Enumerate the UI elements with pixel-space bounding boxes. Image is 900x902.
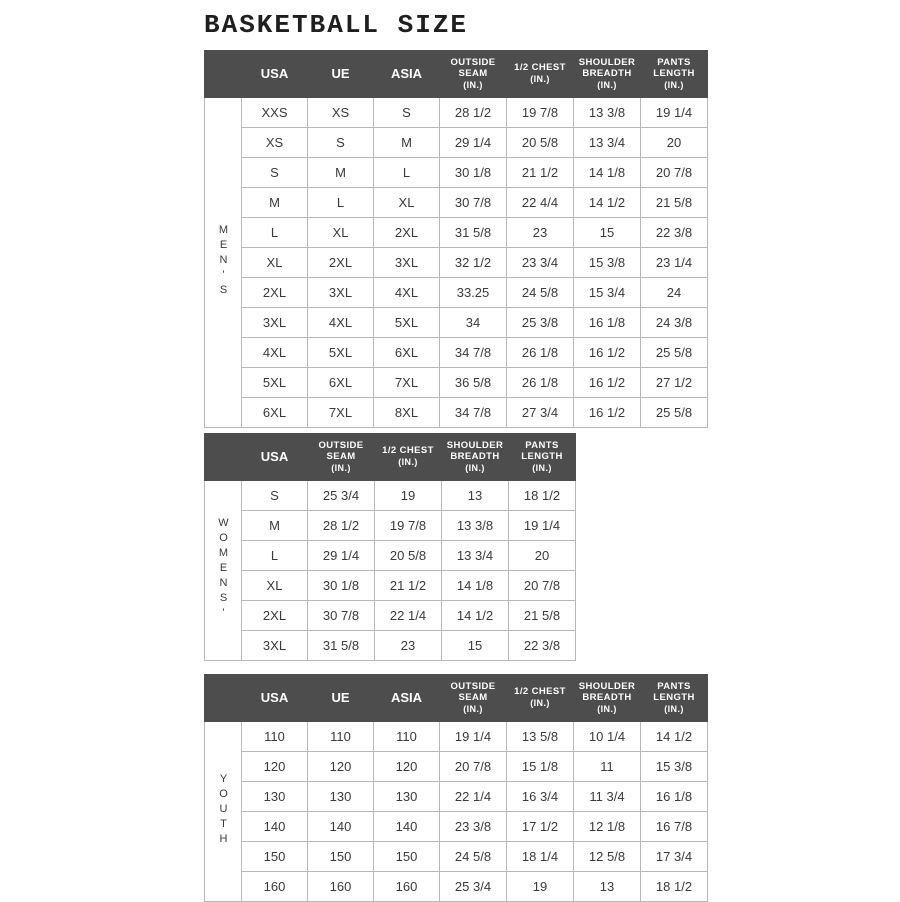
cell: 19 7/8 [507,98,574,128]
cell: L [242,541,308,571]
mens-col-pants-length-label: PANTS LENGTH [653,56,695,79]
cell: 16 1/8 [641,782,708,812]
cell: 27 3/4 [507,398,574,428]
cell: XL [374,188,440,218]
cell: 14 1/2 [641,722,708,752]
table-row [205,128,708,158]
cell: 22 3/8 [509,631,576,661]
cell: L [374,158,440,188]
page-title: BASKETBALL SIZE [204,10,469,40]
cell: XL [308,218,374,248]
cell: 22 3/8 [641,218,708,248]
mens-col-pants-length-unit: (IN.) [664,79,684,90]
cell: 20 5/8 [507,128,574,158]
cell: 16 1/2 [574,368,641,398]
table-row [205,278,708,308]
cell: M [242,511,308,541]
womens-corner-cell [205,434,242,481]
table-row [205,98,708,128]
cell: 150 [308,842,374,872]
mens-col-ue: UE [308,51,374,98]
cell: 3XL [374,248,440,278]
womens-row-label [205,481,242,661]
cell: 15 3/8 [641,752,708,782]
cell: XXS [242,98,308,128]
youth-col-outside-seam-label: OUTSIDE SEAM [450,680,496,703]
cell: 3XL [308,278,374,308]
cell: 20 7/8 [641,158,708,188]
womens-col-usa: USA [242,434,308,481]
cell: 6XL [374,338,440,368]
cell: 160 [308,872,374,902]
cell: M [308,158,374,188]
youth-col-usa: USA [242,675,308,722]
cell: 19 7/8 [375,511,442,541]
cell: S [308,128,374,158]
youth-col-shoulder-breadth-unit: (IN.) [597,703,617,714]
cell: 4XL [242,338,308,368]
table-row [205,218,708,248]
cell: 120 [308,752,374,782]
cell: 36 5/8 [440,368,507,398]
cell: 130 [374,782,440,812]
cell: 110 [242,722,308,752]
cell: 23 1/4 [641,248,708,278]
cell: 19 1/4 [440,722,507,752]
youth-table-body [205,722,708,902]
mens-size-table-block [204,50,708,428]
mens-table-body [205,98,708,428]
mens-corner-cell [205,51,242,98]
cell: 5XL [308,338,374,368]
cell: 6XL [308,368,374,398]
table-row [205,338,708,368]
cell: 15 [442,631,509,661]
womens-col-pants-length-label: PANTS LENGTH [521,439,563,462]
cell: S [374,98,440,128]
cell: 15 [574,218,641,248]
youth-col-pants-length-unit: (IN.) [664,703,684,714]
mens-col-shoulder-breadth-unit: (IN.) [597,79,617,90]
cell: 24 5/8 [440,842,507,872]
mens-col-outside-seam-unit: (IN.) [463,79,483,90]
cell: 13 [574,872,641,902]
cell: 14 1/8 [442,571,509,601]
youth-corner-cell [205,675,242,722]
mens-col-shoulder-breadth [574,51,641,98]
womens-col-pants-length [509,434,576,481]
cell: 30 7/8 [440,188,507,218]
womens-col-half-chest-label: 1/2 CHEST [382,445,434,457]
womens-table-head [205,434,576,481]
cell: 25 3/4 [308,481,375,511]
womens-table-body [205,481,576,661]
cell: 21 1/2 [507,158,574,188]
womens-size-table-block [204,433,576,661]
table-row [205,782,708,812]
womens-col-shoulder-breadth-unit: (IN.) [465,462,485,473]
table-row [205,368,708,398]
cell: 150 [374,842,440,872]
youth-col-half-chest [507,675,574,722]
cell: 130 [308,782,374,812]
cell: 16 7/8 [641,812,708,842]
womens-col-outside-seam [308,434,375,481]
cell: M [374,128,440,158]
youth-size-table [204,674,708,902]
cell: L [308,188,374,218]
cell: L [242,218,308,248]
cell: 14 1/2 [442,601,509,631]
mens-col-asia: ASIA [374,51,440,98]
mens-size-table [204,50,708,428]
cell: 2XL [242,601,308,631]
womens-col-shoulder-breadth [442,434,509,481]
womens-col-half-chest [375,434,442,481]
table-row [205,398,708,428]
womens-header-row [205,434,576,481]
cell: 13 3/4 [442,541,509,571]
cell: 120 [242,752,308,782]
mens-col-outside-seam-label: OUTSIDE SEAM [450,56,496,79]
cell: 21 5/8 [641,188,708,218]
cell: 20 [509,541,576,571]
table-row [205,752,708,782]
mens-col-outside-seam [440,51,507,98]
cell: 20 7/8 [509,571,576,601]
cell: 17 3/4 [641,842,708,872]
cell: 13 3/4 [574,128,641,158]
cell: 150 [242,842,308,872]
cell: 5XL [242,368,308,398]
cell: 31 5/8 [440,218,507,248]
cell: 24 5/8 [507,278,574,308]
cell: 30 1/8 [440,158,507,188]
cell: 19 1/4 [509,511,576,541]
mens-col-shoulder-breadth-label: SHOULDER BREADTH [578,56,636,79]
womens-col-shoulder-breadth-label: SHOULDER BREADTH [446,439,504,462]
mens-header-row [205,51,708,98]
cell: 32 1/2 [440,248,507,278]
cell: 140 [242,812,308,842]
mens-col-half-chest-label: 1/2 CHEST [514,62,566,74]
cell: 3XL [242,308,308,338]
cell: 140 [374,812,440,842]
youth-col-outside-seam-unit: (IN.) [463,703,483,714]
cell: 14 1/2 [574,188,641,218]
cell: 28 1/2 [308,511,375,541]
cell: 15 1/8 [507,752,574,782]
cell: 29 1/4 [308,541,375,571]
youth-size-table-block [204,674,708,902]
cell: 25 3/8 [507,308,574,338]
cell: 18 1/2 [641,872,708,902]
youth-row-label [205,722,242,902]
cell: 22 4/4 [507,188,574,218]
table-row [205,308,708,338]
cell: XL [242,571,308,601]
youth-col-half-chest-unit: (IN.) [530,698,550,709]
youth-col-outside-seam [440,675,507,722]
cell: 11 3/4 [574,782,641,812]
cell: 22 1/4 [375,601,442,631]
cell: 14 1/8 [574,158,641,188]
table-row [205,541,576,571]
cell: 10 1/4 [574,722,641,752]
cell: 140 [308,812,374,842]
cell: 110 [308,722,374,752]
womens-col-outside-seam-unit: (IN.) [331,462,351,473]
womens-col-pants-length-unit: (IN.) [532,462,552,473]
cell: 26 1/8 [507,368,574,398]
cell: 15 3/4 [574,278,641,308]
cell: 19 [375,481,442,511]
youth-col-shoulder-breadth-label: SHOULDER BREADTH [578,680,636,703]
cell: 160 [374,872,440,902]
youth-row-label-text: YOUTH [217,772,230,848]
cell: 23 [375,631,442,661]
cell: 23 [507,218,574,248]
cell: 24 3/8 [641,308,708,338]
cell: 25 5/8 [641,398,708,428]
cell: 30 1/8 [308,571,375,601]
cell: 16 3/4 [507,782,574,812]
cell: 2XL [242,278,308,308]
cell: XL [242,248,308,278]
womens-col-outside-seam-label: OUTSIDE SEAM [318,439,364,462]
cell: 120 [374,752,440,782]
table-row [205,511,576,541]
cell: 16 1/8 [574,308,641,338]
youth-table-head [205,675,708,722]
cell: 20 5/8 [375,541,442,571]
cell: XS [242,128,308,158]
table-row [205,601,576,631]
cell: 13 [442,481,509,511]
womens-size-table [204,433,576,661]
cell: 30 7/8 [308,601,375,631]
mens-row-label-text: MEN'S [217,223,230,299]
table-row [205,812,708,842]
cell: 16 1/2 [574,398,641,428]
cell: 13 5/8 [507,722,574,752]
cell: 34 [440,308,507,338]
cell: 19 1/4 [641,98,708,128]
cell: 29 1/4 [440,128,507,158]
cell: 4XL [308,308,374,338]
table-row [205,188,708,218]
cell: 31 5/8 [308,631,375,661]
cell: 34 7/8 [440,398,507,428]
table-row [205,722,708,752]
cell: 27 1/2 [641,368,708,398]
cell: S [242,481,308,511]
cell: XS [308,98,374,128]
womens-row-label-text: WOMENS' [217,516,230,622]
cell: 160 [242,872,308,902]
table-row [205,631,576,661]
cell: 20 7/8 [440,752,507,782]
mens-col-half-chest-unit: (IN.) [530,74,550,85]
mens-table-head [205,51,708,98]
table-row [205,158,708,188]
table-row [205,842,708,872]
cell: 18 1/4 [507,842,574,872]
cell: 11 [574,752,641,782]
mens-row-label [205,98,242,428]
womens-col-half-chest-unit: (IN.) [398,457,418,468]
cell: 15 3/8 [574,248,641,278]
cell: 22 1/4 [440,782,507,812]
cell: 3XL [242,631,308,661]
youth-header-row [205,675,708,722]
cell: 19 [507,872,574,902]
cell: 13 3/8 [574,98,641,128]
cell: 7XL [308,398,374,428]
cell: 21 5/8 [509,601,576,631]
cell: 17 1/2 [507,812,574,842]
cell: 24 [641,278,708,308]
cell: 23 3/8 [440,812,507,842]
youth-col-ue: UE [308,675,374,722]
table-row [205,248,708,278]
cell: 33.25 [440,278,507,308]
youth-col-pants-length-label: PANTS LENGTH [653,680,695,703]
cell: 6XL [242,398,308,428]
youth-col-half-chest-label: 1/2 CHEST [514,686,566,698]
cell: 34 7/8 [440,338,507,368]
cell: 12 5/8 [574,842,641,872]
mens-col-half-chest [507,51,574,98]
table-row [205,571,576,601]
cell: 28 1/2 [440,98,507,128]
cell: S [242,158,308,188]
cell: 20 [641,128,708,158]
mens-col-pants-length [641,51,708,98]
cell: 2XL [374,218,440,248]
cell: 25 3/4 [440,872,507,902]
table-row [205,481,576,511]
cell: 18 1/2 [509,481,576,511]
cell: 25 5/8 [641,338,708,368]
cell: 12 1/8 [574,812,641,842]
cell: 2XL [308,248,374,278]
mens-col-usa: USA [242,51,308,98]
cell: 23 3/4 [507,248,574,278]
cell: 16 1/2 [574,338,641,368]
cell: 21 1/2 [375,571,442,601]
cell: 130 [242,782,308,812]
cell: 13 3/8 [442,511,509,541]
youth-col-asia: ASIA [374,675,440,722]
cell: 4XL [374,278,440,308]
cell: 7XL [374,368,440,398]
youth-col-pants-length [641,675,708,722]
cell: 110 [374,722,440,752]
cell: 5XL [374,308,440,338]
cell: 26 1/8 [507,338,574,368]
cell: 8XL [374,398,440,428]
cell: M [242,188,308,218]
table-row [205,872,708,902]
youth-col-shoulder-breadth [574,675,641,722]
